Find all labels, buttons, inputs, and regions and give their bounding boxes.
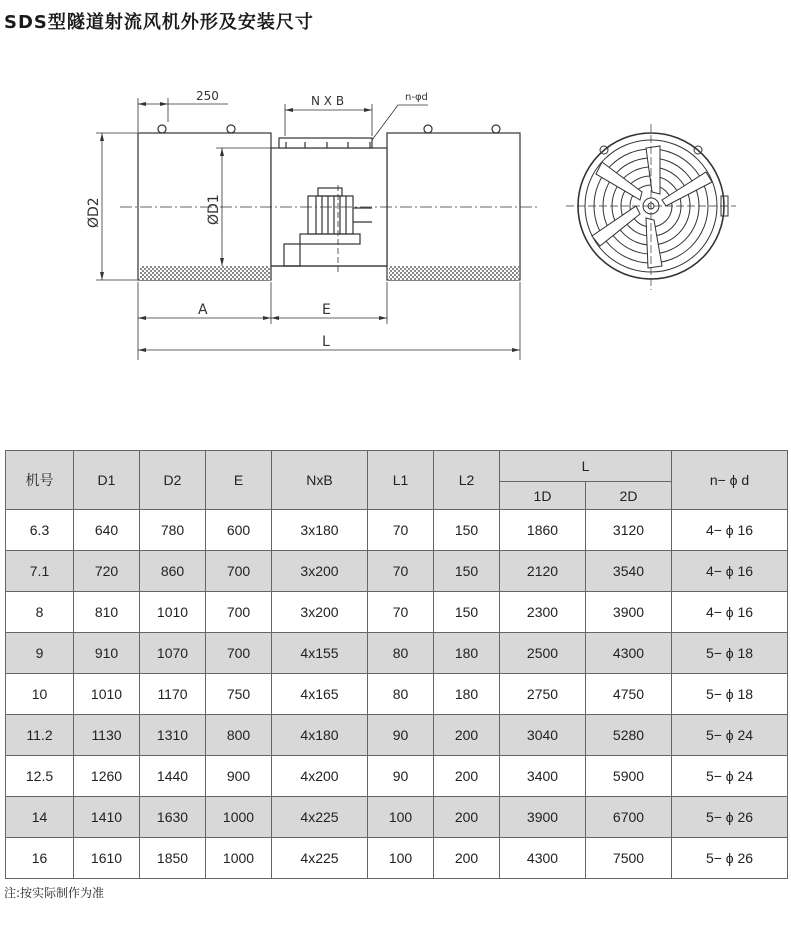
cell-e: 900 xyxy=(206,756,272,797)
cell-l2: 150 xyxy=(434,510,500,551)
table-row xyxy=(6,674,788,715)
cell-d2: 1630 xyxy=(140,797,206,838)
cell-nxb: 3x180 xyxy=(272,510,368,551)
dim-nxb-label: N X B xyxy=(311,94,345,108)
cell-model: 9 xyxy=(6,633,74,674)
cell-d2: 1170 xyxy=(140,674,206,715)
cell-l2: 200 xyxy=(434,756,500,797)
cell-l-2d: 5900 xyxy=(586,756,672,797)
cell-l2: 200 xyxy=(434,838,500,879)
cell-d1: 1130 xyxy=(74,715,140,756)
cell-e: 750 xyxy=(206,674,272,715)
cell-l1: 70 xyxy=(368,510,434,551)
cell-model: 16 xyxy=(6,838,74,879)
cell-l2: 180 xyxy=(434,633,500,674)
table-row xyxy=(6,715,788,756)
dim-od2-label: ØD2 xyxy=(86,197,102,228)
cell-n-phi-d: 5− ϕ 18 xyxy=(672,674,788,715)
cell-n-phi-d: 4− ϕ 16 xyxy=(672,592,788,633)
cell-d1: 910 xyxy=(74,633,140,674)
cell-l2: 150 xyxy=(434,551,500,592)
cell-e: 700 xyxy=(206,551,272,592)
cell-n-phi-d: 5− ϕ 24 xyxy=(672,715,788,756)
spec-table xyxy=(5,450,788,879)
page-title: SDS型隧道射流风机外形及安装尺寸 xyxy=(4,12,314,33)
cell-l2: 200 xyxy=(434,797,500,838)
cell-d1: 1260 xyxy=(74,756,140,797)
table-row xyxy=(6,797,788,838)
cell-l-2d: 6700 xyxy=(586,797,672,838)
cell-e: 800 xyxy=(206,715,272,756)
cell-l-1d: 2750 xyxy=(500,674,586,715)
table-row xyxy=(6,633,788,674)
cell-l-2d: 5280 xyxy=(586,715,672,756)
cell-n-phi-d: 4− ϕ 16 xyxy=(672,551,788,592)
header-d2: D2 xyxy=(140,451,206,510)
cell-d1: 1410 xyxy=(74,797,140,838)
cell-model: 8 xyxy=(6,592,74,633)
cell-l-1d: 2120 xyxy=(500,551,586,592)
cell-d2: 1070 xyxy=(140,633,206,674)
fan-side-view xyxy=(120,125,540,280)
cell-d2: 1440 xyxy=(140,756,206,797)
cell-l-2d: 3120 xyxy=(586,510,672,551)
table-row xyxy=(6,756,788,797)
cell-l1: 90 xyxy=(368,756,434,797)
cell-l-1d: 2500 xyxy=(500,633,586,674)
header-l1: L1 xyxy=(368,451,434,510)
cell-l1: 70 xyxy=(368,592,434,633)
cell-nxb: 4x165 xyxy=(272,674,368,715)
cell-l1: 80 xyxy=(368,674,434,715)
dim-n-phi-d-label: n-φd xyxy=(405,92,428,103)
header-nxb: NxB xyxy=(272,451,368,510)
header-l: L xyxy=(500,451,672,482)
cell-l-1d: 3900 xyxy=(500,797,586,838)
cell-d1: 640 xyxy=(74,510,140,551)
cell-l-1d: 1860 xyxy=(500,510,586,551)
cell-nxb: 4x200 xyxy=(272,756,368,797)
cell-d2: 1010 xyxy=(140,592,206,633)
cell-n-phi-d: 5− ϕ 24 xyxy=(672,756,788,797)
cell-model: 7.1 xyxy=(6,551,74,592)
cell-d2: 1310 xyxy=(140,715,206,756)
cell-l1: 80 xyxy=(368,633,434,674)
cell-n-phi-d: 5− ϕ 26 xyxy=(672,838,788,879)
cell-model: 12.5 xyxy=(6,756,74,797)
header-n-phi-d: n− ϕ d xyxy=(672,451,788,510)
cell-n-phi-d: 5− ϕ 26 xyxy=(672,797,788,838)
dim-e-label: E xyxy=(322,302,331,318)
cell-model: 11.2 xyxy=(6,715,74,756)
cell-l-1d: 2300 xyxy=(500,592,586,633)
cell-e: 1000 xyxy=(206,797,272,838)
dim-l-label: L xyxy=(322,334,330,350)
cell-l-2d: 4750 xyxy=(586,674,672,715)
cell-e: 600 xyxy=(206,510,272,551)
cell-d1: 1010 xyxy=(74,674,140,715)
dim-250-label: 250 xyxy=(196,89,219,103)
cell-l-2d: 3540 xyxy=(586,551,672,592)
header-l2: L2 xyxy=(434,451,500,510)
cell-nxb: 3x200 xyxy=(272,551,368,592)
header-d1: D1 xyxy=(74,451,140,510)
header-model: 机号 xyxy=(6,451,74,510)
spec-table-body xyxy=(6,510,788,879)
cell-nxb: 3x200 xyxy=(272,592,368,633)
header-l-1d: 1D xyxy=(500,482,586,510)
cell-l-1d: 4300 xyxy=(500,838,586,879)
cell-l1: 90 xyxy=(368,715,434,756)
header-e: E xyxy=(206,451,272,510)
cell-d2: 1850 xyxy=(140,838,206,879)
header-l-2d: 2D xyxy=(586,482,672,510)
cell-l1: 100 xyxy=(368,797,434,838)
cell-d1: 1610 xyxy=(74,838,140,879)
cell-l1: 100 xyxy=(368,838,434,879)
cell-nxb: 4x225 xyxy=(272,838,368,879)
cell-l1: 70 xyxy=(368,551,434,592)
cell-e: 700 xyxy=(206,592,272,633)
cell-e: 700 xyxy=(206,633,272,674)
table-row xyxy=(6,510,788,551)
cell-l-1d: 3040 xyxy=(500,715,586,756)
table-row xyxy=(6,838,788,879)
cell-model: 10 xyxy=(6,674,74,715)
cell-d2: 780 xyxy=(140,510,206,551)
table-row xyxy=(6,551,788,592)
dim-od1-label: ØD1 xyxy=(206,194,222,225)
cell-l-2d: 7500 xyxy=(586,838,672,879)
fan-dimension-drawing xyxy=(0,80,791,380)
cell-l2: 200 xyxy=(434,715,500,756)
cell-l-1d: 3400 xyxy=(500,756,586,797)
cell-nxb: 4x180 xyxy=(272,715,368,756)
cell-model: 14 xyxy=(6,797,74,838)
cell-d2: 860 xyxy=(140,551,206,592)
footnote: 注:按实际制作为准 xyxy=(4,886,105,900)
dim-a-label: A xyxy=(198,302,208,318)
table-row xyxy=(6,592,788,633)
cell-l2: 180 xyxy=(434,674,500,715)
fan-front-view xyxy=(566,124,736,290)
cell-d1: 720 xyxy=(74,551,140,592)
cell-d1: 810 xyxy=(74,592,140,633)
cell-n-phi-d: 5− ϕ 18 xyxy=(672,633,788,674)
cell-l-2d: 4300 xyxy=(586,633,672,674)
cell-e: 1000 xyxy=(206,838,272,879)
cell-nxb: 4x225 xyxy=(272,797,368,838)
cell-nxb: 4x155 xyxy=(272,633,368,674)
cell-l2: 150 xyxy=(434,592,500,633)
cell-l-2d: 3900 xyxy=(586,592,672,633)
cell-n-phi-d: 4− ϕ 16 xyxy=(672,510,788,551)
cell-model: 6.3 xyxy=(6,510,74,551)
